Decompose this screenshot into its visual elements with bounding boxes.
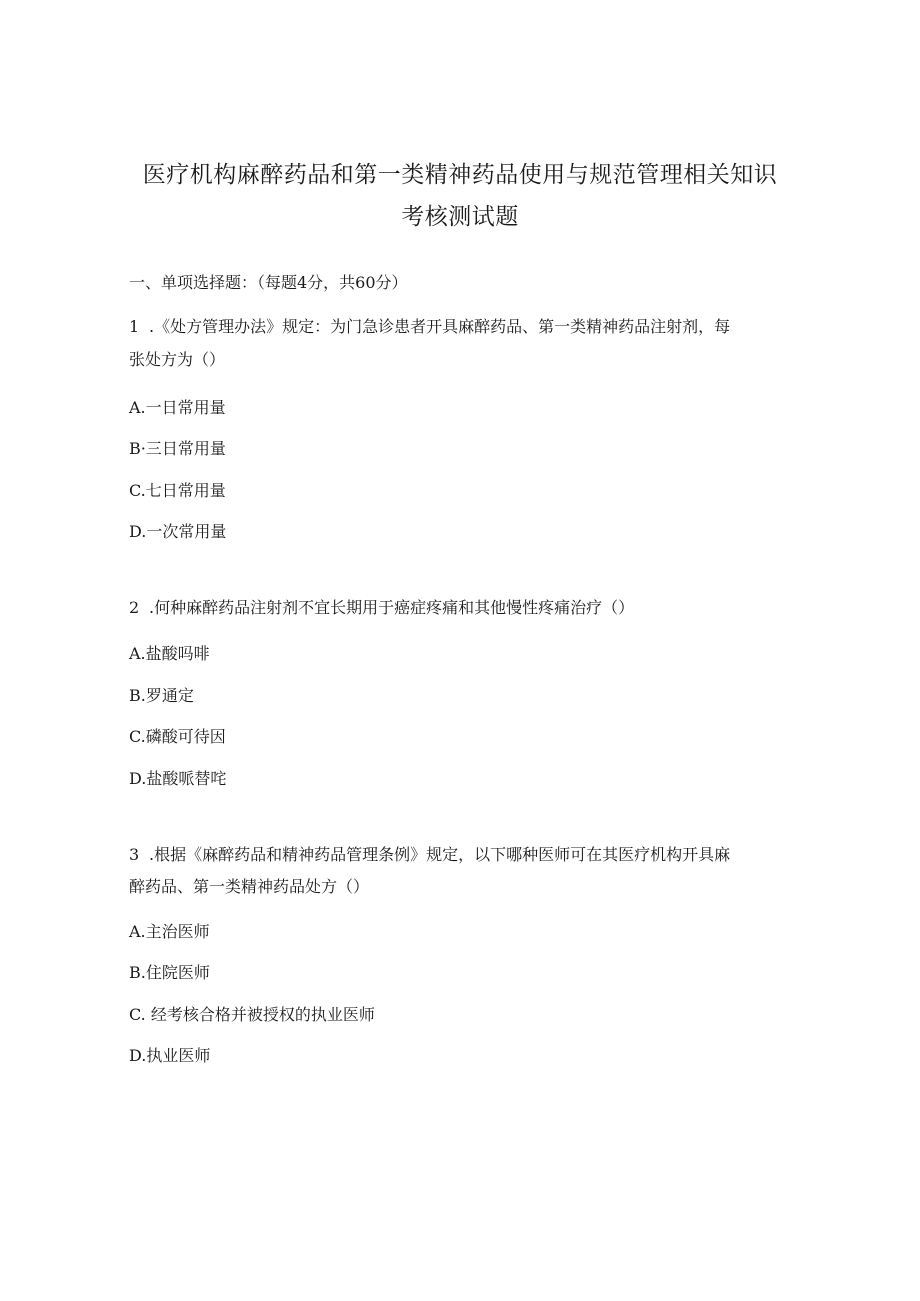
question-2-option-c: C.磷酸可待因 xyxy=(129,727,226,746)
question-2-number: 2 xyxy=(129,598,140,617)
question-3-option-b: B.住院医师 xyxy=(129,963,210,982)
question-3-option-d: D.执业医师 xyxy=(129,1046,211,1065)
question-1-line-1 xyxy=(129,316,730,338)
question-2-option-b: B.罗通定 xyxy=(129,686,194,705)
question-3-line-1 xyxy=(129,844,730,866)
question-2-option-d: D.盐酸哌替咤 xyxy=(129,769,227,788)
question-1-number: 1 xyxy=(129,317,140,336)
question-3-line-2: 醉药品、第一类精神药品处方（） xyxy=(129,877,370,896)
question-1-line-2: 张处方为（） xyxy=(129,350,226,369)
question-1-option-d: D.一次常用量 xyxy=(129,522,227,541)
document-title-line-1: 医疗机构麻醉药品和第一类精神药品使用与规范管理相关知识 xyxy=(142,162,778,188)
question-3-option-c: C. 经考核合格并被授权的执业医师 xyxy=(129,1005,375,1024)
question-1-option-a: A.一日常用量 xyxy=(129,398,226,417)
question-1-option-c: C.七日常用量 xyxy=(129,481,226,500)
question-3-number: 3 xyxy=(129,845,140,864)
section-heading: 一、单项选择题：（每题4分，共60分） xyxy=(129,273,408,292)
question-2-option-a: A.盐酸吗啡 xyxy=(129,644,210,663)
document-title-line-2: 考核测试题 xyxy=(401,204,519,230)
question-2-text: .何种麻醉药品注射剂不宜长期用于癌症疼痛和其他慢性疼痛治疗（） xyxy=(149,598,635,617)
question-2-line-1 xyxy=(129,597,634,619)
question-1-option-b: B·三日常用量 xyxy=(129,439,226,458)
question-3-text: .根据《麻醉药品和精神药品管理条例》规定，以下哪种医师可在其医疗机构开具麻 xyxy=(149,845,731,864)
question-3-option-a: A.主治医师 xyxy=(129,922,210,941)
question-1-text: .《处方管理办法》规定：为门急诊患者开具麻醉药品、第一类精神药品注射剂，每 xyxy=(149,317,731,336)
